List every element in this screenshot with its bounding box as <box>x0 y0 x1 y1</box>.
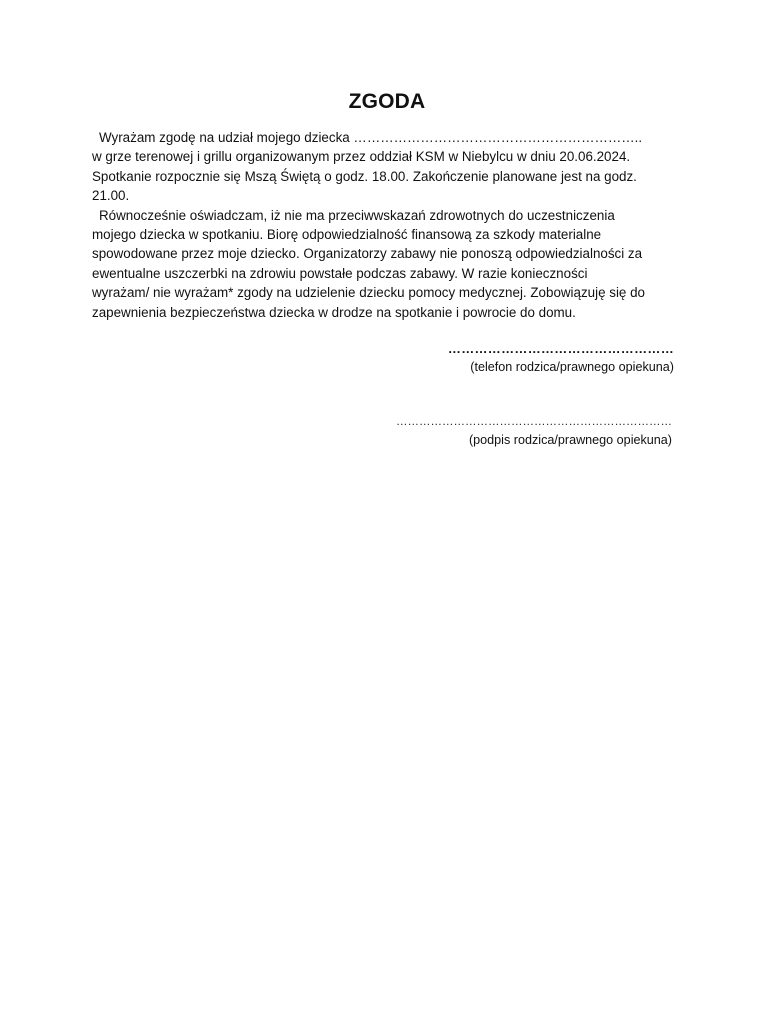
body-line-5: Równocześnie oświadczam, iż nie ma przeciwwskazań zdrowotnych do uczestniczenia <box>99 207 615 223</box>
body-line-4: 21.00. <box>92 188 130 204</box>
body-line-6: mojego dziecka w spotkaniu. Biorę odpowiedzialność finansową za szkody materialne <box>92 227 602 243</box>
body-line-7: spowodowane przez moje dziecko. Organizatorzy zabawy nie ponoszą odpowiedzialności za <box>92 246 643 262</box>
phone-signature-block <box>448 340 674 376</box>
body-line-10: zapewnienia bezpieczeństwa dziecka w drodze na spotkanie i powrocie do domu. <box>92 304 576 320</box>
body-line-2: w grze terenowej i grillu organizowanym przez oddział KSM w Niebylcu w dniu 20.06.2024. <box>92 149 631 165</box>
body-line-3: Spotkanie rozpocznie się Mszą Świętą o godz. 18.00. Zakończenie planowane jest na godz. <box>92 168 637 184</box>
parent-signature-block <box>396 413 672 449</box>
signature-label: (podpis rodzica/prawnego opiekuna) <box>468 433 672 447</box>
signature-dots-line: ……………………………………………………………… <box>396 416 672 428</box>
phone-label: (telefon rodzica/prawnego opiekuna) <box>470 360 674 374</box>
body-line-8: ewentualne uszczerbki na zdrowiu powstałe podczas zabawy. W razie konieczności <box>92 265 588 281</box>
phone-dots-line: …………………………………………… <box>447 341 674 356</box>
document-body <box>92 128 682 322</box>
body-line-1: Wyrażam zgodę na udział mojego dziecka ……………………………………………………….. <box>99 130 643 145</box>
document-title: ZGODA <box>348 90 426 113</box>
body-line-9: wyrażam/ nie wyrażam* zgody na udzielenie dziecku pomocy medycznej. Zobowiązuję się do <box>92 285 645 301</box>
